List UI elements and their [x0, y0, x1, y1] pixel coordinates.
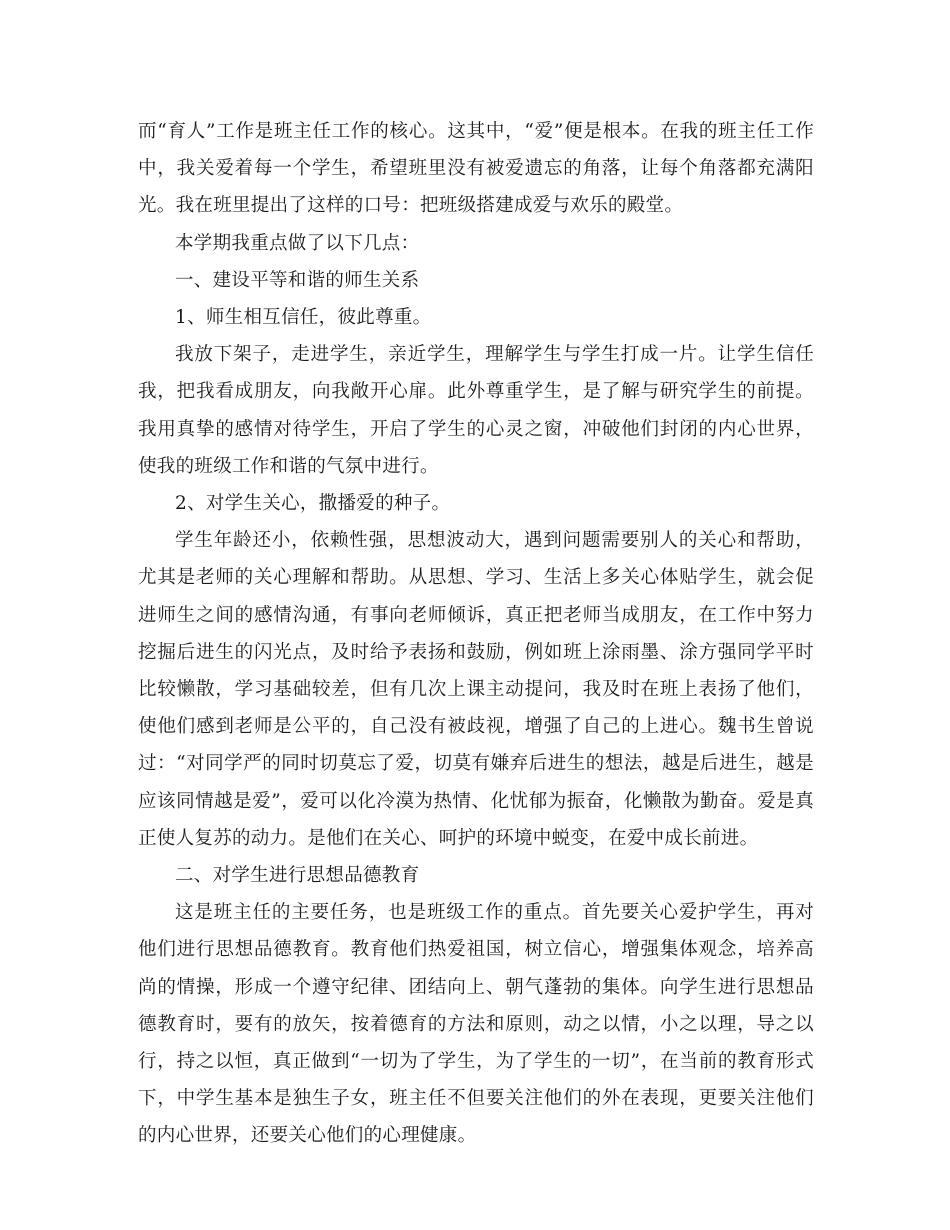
- paragraph-moral-education: 这是班主任的主要任务，也是班级工作的重点。首先要关心爱护学生，再对他们进行思想品德教育。教育他们热爱祖国，树立信心，增强集体观念，培养高尚的情操，形成一个遵守纪律、团结向上、朝气蓬勃的集体。向学生进行思想品德教育时，要有的放矢，按着德育的方法和原则，动之以情，小之以理，导之以行，持之以恒，真正做到“一切为了学生，为了学生的一切”，在当前的教育形式下，中学生基本是独生子女，班主任不但要关注他们的外在表现，更要关注他们的内心世界，还要关心他们的心理健康。: [138, 902, 814, 1147]
- section-heading-1: 一、建设平等和谐的师生关系: [175, 269, 420, 291]
- subsection-heading-1: 1、师生相互信任，彼此尊重。: [175, 307, 432, 329]
- paragraph-key-points: 本学期我重点做了以下几点：: [175, 232, 420, 254]
- subsection-heading-2: 2、对学生关心，撒播爱的种子。: [175, 493, 451, 515]
- paragraph-intro: 而“育人”工作是班主任工作的核心。这其中，“爱”便是根本。在我的班主任工作中，我关爱着每一个学生，希望班里没有被爱遗忘的角落，让每个角落都充满阳光。我在班里提出了这样的口号：把班级搭建成爱与欢乐的殿堂。: [138, 121, 814, 217]
- paragraph-care: 学生年龄还小，依赖性强，思想波动大，遇到问题需要别人的关心和帮助，尤其是老师的关心理解和帮助。从思想、学习、生活上多关心体贴学生，就会促进师生之间的感情沟通，有事向老师倾诉，真正把老师当成朋友，在工作中努力挖掘后进生的闪光点，及时给予表扬和鼓励，例如班上涂雨墨、涂方强同学平时比较懒散，学习基础较差，但有几次上课主动提问，我及时在班上表扬了他们，使他们感到老师是公平的，自己没有被歧视，增强了自己的上进心。魏书生曾说过：“对同学严的同时切莫忘了爱，切莫有嫌弃后进生的想法，越是后进生，越是应该同情越是爱”，爱可以化冷漠为热情、化忧郁为振奋，化懒散为勤奋。爱是真正使人复苏的动力。是他们在关心、呵护的环境中蜕变，在爱中成长前进。: [138, 530, 814, 849]
- section-heading-2: 二、对学生进行思想品德教育: [175, 865, 420, 887]
- document-page: [138, 113, 814, 1155]
- paragraph-trust: 我放下架子，走进学生，亲近学生，理解学生与学生打成一片。让学生信任我，把我看成朋友，向我敞开心扉。此外尊重学生，是了解与研究学生的前提。我用真挚的感情对待学生，开启了学生的心灵之窗，冲破他们封闭的内心世界，使我的班级工作和谐的气氛中进行。: [138, 344, 814, 477]
